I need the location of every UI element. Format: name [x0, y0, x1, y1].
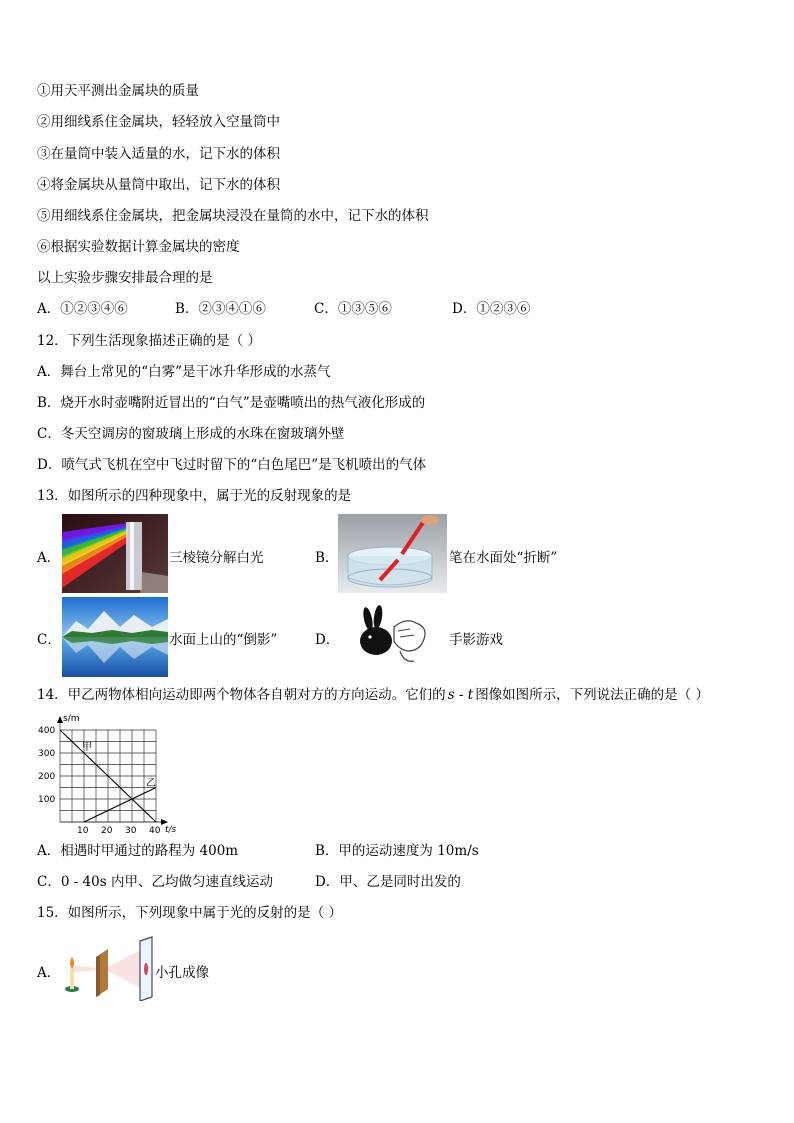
q12-option-d: D．喷气式飞机在空中飞过时留下的“白色尾巴”是飞机喷出的气体 [37, 457, 427, 473]
step-3: ③在量筒中装入适量的水，记下水的体积 [37, 146, 280, 162]
q13-option-d-letter: D． [315, 632, 340, 648]
step-1: ①用天平测出金属块的质量 [37, 83, 199, 99]
x-axis-label: t/s [165, 825, 177, 835]
q13-option-c-caption: 水面上山的“倒影” [169, 632, 278, 648]
prism-dispersion-image [62, 514, 168, 593]
q14-stem-part-a: 14．甲乙两物体相向运动即两个物体各自朝对方的方向运动。它们的 [37, 687, 446, 703]
q14-option-b: B．甲的运动速度为 10m/s [315, 843, 479, 859]
q14-option-d: D．甲、乙是同时出发的 [315, 874, 461, 890]
series-label-jia: 甲 [82, 742, 92, 753]
step-4: ④将金属块从量筒中取出，记下水的体积 [37, 177, 280, 193]
y-axis-label: s/m [63, 714, 80, 724]
x-tick-10: 10 [77, 826, 89, 836]
graph-grid [60, 722, 164, 822]
step-6: ⑥根据实验数据计算金属块的密度 [37, 239, 240, 255]
q13-option-a-letter: A． [37, 550, 61, 566]
q12-option-c: C．冬天空调房的窗玻璃上形成的水珠在窗玻璃外壁 [37, 426, 345, 442]
q11-option-d: D．①②③⑥ [452, 301, 531, 317]
q13-option-a-caption: 三棱镜分解白光 [169, 550, 264, 566]
q11-option-c: C．①③⑤⑥ [314, 301, 392, 317]
q12-option-b: B．烧开水时壶嘴附近冒出的“白气”是壶嘴喷出的热气液化形成的 [37, 395, 426, 411]
q11-prompt: 以上实验步骤安排最合理的是 [37, 270, 213, 286]
q15-option-a-caption: 小孔成像 [155, 965, 209, 981]
x-tick-30: 30 [125, 826, 137, 836]
q14-stem [37, 686, 709, 704]
q14-option-a: A．相遇时甲通过的路程为 400m [37, 843, 239, 859]
pencil-in-water-image [338, 514, 447, 593]
y-tick-400: 400 [38, 726, 56, 736]
q11-option-b: B．②③④①⑥ [175, 301, 266, 317]
step-2: ②用细线系住金属块，轻轻放入空量筒中 [37, 114, 280, 130]
q14-stem-variable: s - t [447, 687, 474, 703]
q13-option-c-letter: C． [37, 632, 61, 648]
q15-stem: 15．如图所示，下列现象中属于光的反射的是（ ） [37, 905, 342, 921]
x-tick-40: 40 [149, 826, 161, 836]
hand-shadow-image [354, 605, 434, 667]
y-tick-300: 300 [38, 749, 56, 759]
mountain-reflection-image [62, 597, 168, 677]
q11-option-a: A．①②③④⑥ [37, 301, 128, 317]
q13-option-d-caption: 手影游戏 [449, 632, 503, 648]
q14-stem-part-b: 图像如图所示，下列说法正确的是（ ） [475, 687, 709, 703]
q13-stem: 13．如图所示的四种现象中，属于光的反射现象的是 [37, 488, 352, 504]
series-label-yi: 乙 [146, 778, 156, 789]
x-tick-20: 20 [101, 826, 113, 836]
q13-option-b-caption: 笔在水面处“折断” [449, 550, 558, 566]
q15-option-a-letter: A． [37, 965, 61, 981]
st-graph [36, 712, 186, 836]
step-5: ⑤用细线系住金属块，把金属块浸没在量筒的水中，记下水的体积 [37, 208, 429, 224]
q12-option-a: A．舞台上常见的“白雾”是干冰升华形成的水蒸气 [37, 364, 331, 380]
q13-option-b-letter: B． [315, 550, 339, 566]
q14-option-c: C．0 - 40s 内甲、乙均做匀速直线运动 [37, 874, 273, 890]
pinhole-imaging-image [62, 935, 158, 1001]
y-tick-200: 200 [38, 772, 56, 782]
q12-stem: 12．下列生活现象描述正确的是（ ） [37, 333, 261, 349]
y-tick-100: 100 [38, 795, 56, 805]
